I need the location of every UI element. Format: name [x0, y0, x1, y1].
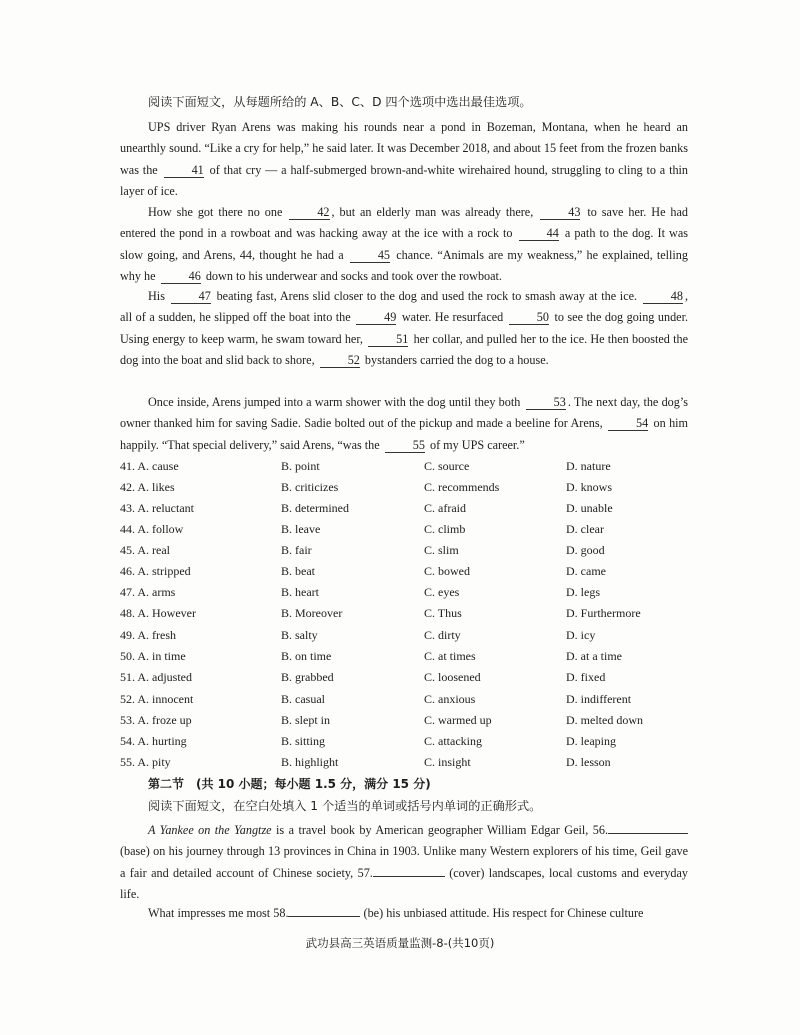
blank-49: 49 [356, 310, 396, 325]
section2-heading: 第二节 (共 10 小题；每小题 1.5 分，满分 15 分) [148, 777, 431, 791]
option-44-a: 44. A. follow [120, 522, 184, 536]
option-55-c: C. insight [424, 755, 471, 769]
option-51-c: C. loosened [424, 670, 481, 684]
fill-blank-57 [373, 864, 445, 877]
option-49-c: C. dirty [424, 628, 461, 642]
option-54-b: B. sitting [281, 734, 326, 748]
blank-55: 55 [385, 438, 425, 453]
question-number-57: 57. [357, 865, 373, 880]
blank-45: 45 [350, 248, 390, 263]
option-52-d: D. indifferent [566, 692, 632, 706]
option-46-b: B. beat [281, 564, 315, 578]
option-41-a: 41. A. cause [120, 459, 179, 473]
option-54-a: 54. A. hurting [120, 734, 187, 748]
option-48-c: C. Thus [424, 606, 462, 620]
section2-paragraph-2: What impresses me most 58. (be) his unbiased attitude. His respect for Chinese culture [148, 906, 644, 920]
option-47-a: 47. A. arms [120, 585, 176, 599]
option-53-b: B. slept in [281, 713, 331, 727]
option-44-d: D. clear [566, 522, 604, 536]
question-number-58: 58. [273, 906, 289, 920]
blank-46: 46 [161, 269, 201, 284]
passage-paragraph-1: UPS driver Ryan Arens was making his rounds near a pond in Bozeman, Montana, when he heard an unearthly sound. “Like a cry for help,” he said later. It was December 2018, and about 15 feet from the frozen banks was the 41 of that cry — a half-submerged brown-and-white wirehaired hound, struggling to cling to a thin layer of ice. [120, 120, 689, 198]
option-51-b: B. grabbed [281, 670, 334, 684]
question-number-56: 56. [592, 823, 609, 837]
option-42-a: 42. A. likes [120, 480, 175, 494]
option-46-c: C. bowed [424, 564, 470, 578]
option-45-b: B. fair [281, 543, 312, 557]
option-43-d: D. unable [566, 501, 613, 515]
passage-paragraph-3: His 47 beating fast, Arens slid closer to the dog and used the rock to smash away at the ice. 48 , all of a sudden, he slipped off the boat into the 49 water. He resurfaced 50 to see the dog going under. Using energy to keep warm, he swam toward her, 51 her collar, and pulled her to the ice. He then boosted the dog into the boat and slid back to shore, 52 bystanders carried the dog to a house. [120, 289, 689, 367]
option-52-c: C. anxious [424, 692, 476, 706]
option-53-d: D. melted down [566, 713, 643, 727]
option-51-a: 51. A. adjusted [120, 670, 192, 684]
option-48-d: D. Furthermore [566, 606, 641, 620]
fill-blank-58 [288, 904, 360, 917]
option-49-b: B. salty [281, 628, 318, 642]
option-50-d: D. at a time [566, 649, 622, 663]
option-47-d: D. legs [566, 585, 600, 599]
option-46-d: D. came [566, 564, 606, 578]
option-55-b: B. highlight [281, 755, 339, 769]
blank-54: 54 [608, 416, 648, 431]
passage-paragraph-4: Once inside, Arens jumped into a warm shower with the dog until they both 53 . The next day, the dog’s owner thanked him for saving Sadie. Sadie bolted out of the pickup and made a beeline for Arens, 54 on him happily. “That special delivery,” said Arens, “was the 55 of my UPS career.” [120, 395, 689, 452]
option-41-d: D. nature [566, 459, 611, 473]
option-43-a: 43. A. reluctant [120, 501, 194, 515]
option-50-a: 50. A. in time [120, 649, 186, 663]
option-47-b: B. heart [281, 585, 319, 599]
blank-43: 43 [540, 205, 580, 220]
option-42-d: D. knows [566, 480, 613, 494]
blank-47: 47 [171, 289, 211, 304]
option-41-b: B. point [281, 459, 320, 473]
option-54-d: D. leaping [566, 734, 616, 748]
option-48-b: B. Moreover [281, 606, 343, 620]
blank-44: 44 [519, 226, 559, 241]
option-49-a: 49. A. fresh [120, 628, 176, 642]
option-43-c: C. afraid [424, 501, 466, 515]
option-54-c: C. attacking [424, 734, 482, 748]
option-42-c: C. recommends [424, 480, 500, 494]
option-47-c: C. eyes [424, 585, 460, 599]
option-52-b: B. casual [281, 692, 325, 706]
passage-paragraph-2: How she got there no one 42 , but an elderly man was already there, 43 to save her. He had entered the pond in a rowboat and was hacking away at the ice with a rock to 44 a path to the dog. It was slow going, and Arens, 44, thought he had a 45 chance. “Animals are my weakness,” he explained, telling why he 46 down to his underwear and socks and took over the rowboat. [120, 205, 689, 283]
option-55-d: D. lesson [566, 755, 611, 769]
blank-48: 48 [643, 289, 683, 304]
option-45-d: D. good [566, 543, 605, 557]
blank-53: 53 [526, 395, 566, 410]
option-55-a: 55. A. pity [120, 755, 171, 769]
option-53-c: C. warmed up [424, 713, 492, 727]
page-footer: 武功县高三英语质量监测-8-(共10页) [305, 936, 495, 950]
option-45-c: C. slim [424, 543, 459, 557]
blank-42: 42 [289, 205, 329, 220]
option-43-b: B. determined [281, 501, 349, 515]
blank-51: 51 [368, 332, 408, 347]
option-46-a: 46. A. stripped [120, 564, 191, 578]
option-45-a: 45. A. real [120, 543, 170, 557]
option-52-a: 52. A. innocent [120, 692, 194, 706]
option-48-a: 48. A. However [120, 606, 196, 620]
option-53-a: 53. A. froze up [120, 713, 192, 727]
option-49-d: D. icy [566, 628, 596, 642]
option-51-d: D. fixed [566, 670, 606, 684]
option-50-b: B. on time [281, 649, 332, 663]
blank-41: 41 [164, 163, 204, 178]
option-42-b: B. criticizes [281, 480, 339, 494]
option-50-c: C. at times [424, 649, 476, 663]
option-44-b: B. leave [281, 522, 321, 536]
option-44-c: C. climb [424, 522, 466, 536]
blank-52: 52 [320, 353, 360, 368]
section2-instruction: 阅读下面短文，在空白处填入 1 个适当的单词或括号内单词的正确形式。 [148, 799, 542, 813]
section2-paragraph-1: A Yankee on the Yangtze is a travel book by American geographer William Edgar Geil, 56. (base) on his journey through 13 provinces in China in 1903. Unlike many Western explorers of his time, Geil gave a fair and detailed account of Chinese society, 57. (cover) landscapes, local customs and everyday life. [120, 823, 688, 901]
option-41-c: C. source [424, 459, 470, 473]
book-title: A Yankee on the Yangtze [148, 823, 272, 837]
blank-50: 50 [509, 310, 549, 325]
section1-instruction: 阅读下面短文，从每题所给的 A、B、C、D 四个选项中选出最佳选项。 [148, 95, 532, 109]
fill-blank-56 [608, 821, 688, 834]
